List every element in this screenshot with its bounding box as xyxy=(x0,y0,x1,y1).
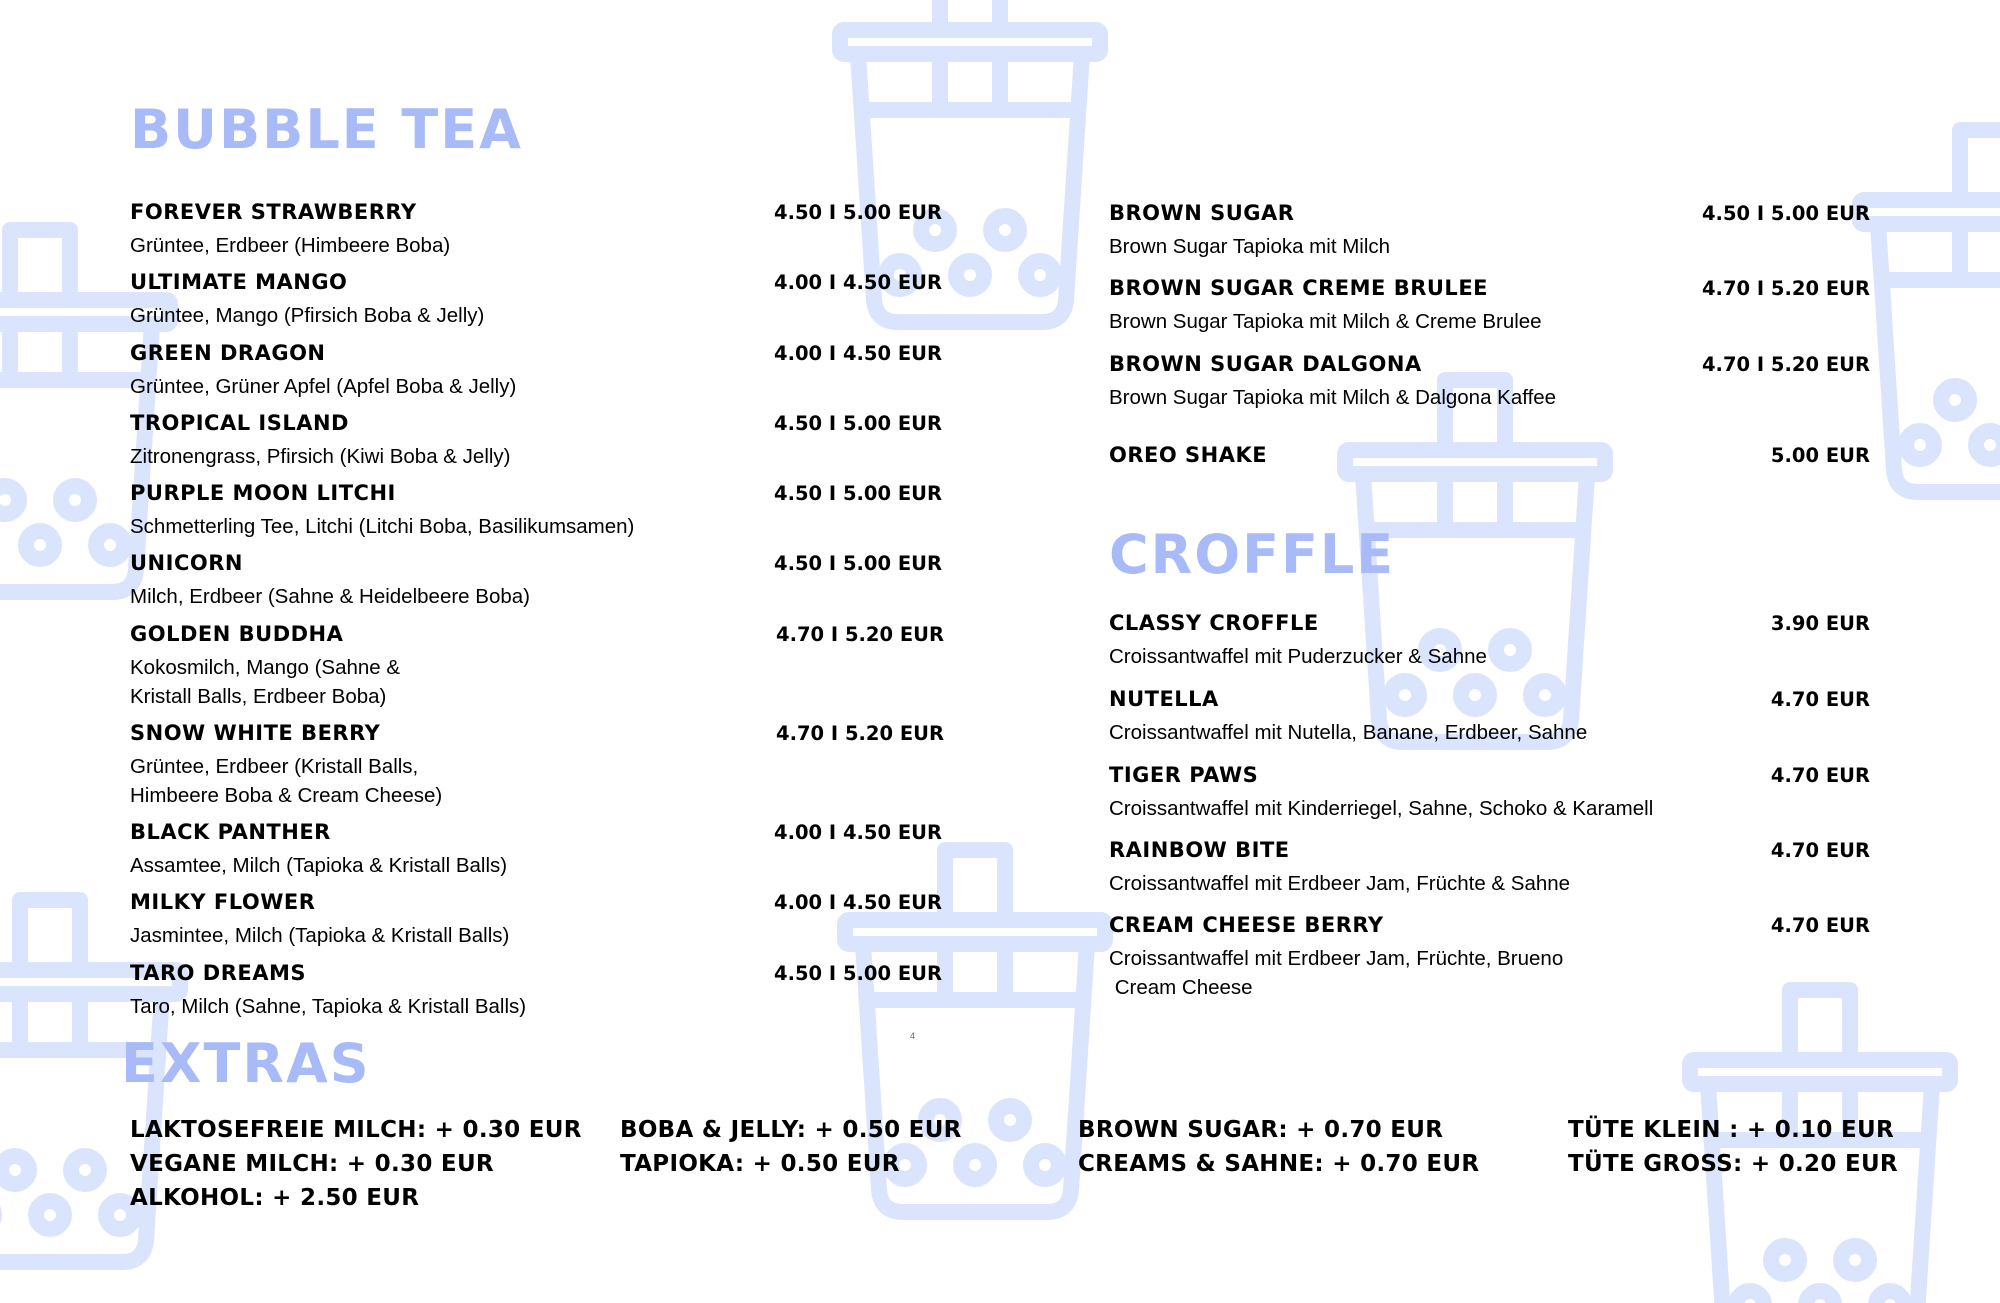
menu-item xyxy=(130,890,509,950)
description-line: Kokosmilch, Mango (Sahne & xyxy=(130,656,401,679)
menu-item xyxy=(130,551,530,611)
item-name: PURPLE MOON LITCHI xyxy=(130,481,396,505)
bubble-tea-heading: BUBBLE TEA xyxy=(130,98,523,161)
extras-column xyxy=(1568,1113,1898,1181)
item-price: 4.70 I 5.20 EUR xyxy=(776,623,945,646)
item-description: Croissantwaffel mit Puderzucker & Sahne xyxy=(1109,645,1487,668)
item-name: OREO SHAKE xyxy=(1109,443,1268,467)
menu-item xyxy=(130,200,450,260)
extra-item: CREAMS & SAHNE: + 0.70 EUR xyxy=(1078,1151,1480,1177)
item-price: 4.50 I 5.00 EUR xyxy=(774,482,943,505)
item-name: TROPICAL ISLAND xyxy=(130,411,349,435)
item-description: Schmetterling Tee, Litchi (Litchi Boba, Basilikumsamen) xyxy=(130,515,635,538)
item-price: 3.90 EUR xyxy=(1770,612,1870,635)
item-description: Brown Sugar Tapioka mit Milch xyxy=(1109,235,1391,258)
menu-item xyxy=(1109,763,1653,823)
extras-column xyxy=(130,1113,582,1215)
item-name: GREEN DRAGON xyxy=(130,341,326,365)
item-description xyxy=(1109,944,1563,1002)
item-name: ULTIMATE MANGO xyxy=(130,270,348,294)
item-description: Croissantwaffel mit Nutella, Banane, Erdbeer, Sahne xyxy=(1109,721,1588,744)
item-description: Grüntee, Grüner Apfel (Apfel Boba & Jelly) xyxy=(130,375,517,398)
description-line: Croissantwaffel mit Erdbeer Jam, Früchte, Brueno xyxy=(1109,947,1564,970)
menu-item xyxy=(1109,611,1487,671)
item-description: Brown Sugar Tapioka mit Milch & Creme Brulee xyxy=(1109,310,1542,333)
croffle-heading: CROFFLE xyxy=(1109,523,1396,586)
menu-item xyxy=(1109,687,1587,747)
item-name: BLACK PANTHER xyxy=(130,820,331,844)
menu-item xyxy=(130,411,511,471)
description-line: Himbeere Boba & Cream Cheese) xyxy=(130,784,443,807)
item-description: Taro, Milch (Sahne, Tapioka & Kristall Balls) xyxy=(130,995,527,1018)
extras-column xyxy=(1078,1113,1479,1181)
item-description: Brown Sugar Tapioka mit Milch & Dalgona Kaffee xyxy=(1109,386,1557,409)
item-name: MILKY FLOWER xyxy=(130,890,316,914)
item-name: FOREVER STRAWBERRY xyxy=(130,200,417,224)
menu-item xyxy=(130,622,400,711)
item-description xyxy=(130,752,442,810)
item-description: Milch, Erdbeer (Sahne & Heidelbeere Boba) xyxy=(130,585,530,608)
item-name: TARO DREAMS xyxy=(130,961,307,985)
item-price: 5.00 EUR xyxy=(1770,444,1870,467)
item-price: 4.00 I 4.50 EUR xyxy=(774,891,943,914)
extra-item: BROWN SUGAR: + 0.70 EUR xyxy=(1078,1117,1444,1143)
menu-item xyxy=(1109,443,1267,467)
item-name: BROWN SUGAR xyxy=(1109,201,1295,225)
item-price: 4.50 I 5.00 EUR xyxy=(1701,202,1870,225)
item-price: 4.00 I 4.50 EUR xyxy=(774,271,943,294)
item-description: Croissantwaffel mit Kinderriegel, Sahne, Schoko & Karamell xyxy=(1109,797,1654,820)
item-price: 4.70 I 5.20 EUR xyxy=(1701,277,1870,300)
item-name: UNICORN xyxy=(130,551,243,575)
item-description: Croissantwaffel mit Erdbeer Jam, Früchte & Sahne xyxy=(1109,872,1571,895)
extra-item: TÜTE KLEIN : + 0.10 EUR xyxy=(1568,1117,1895,1143)
item-price: 4.70 I 5.20 EUR xyxy=(1701,353,1870,376)
menu-item xyxy=(1109,276,1542,336)
item-name: CREAM CHEESE BERRY xyxy=(1109,913,1384,937)
description-line: Cream Cheese xyxy=(1109,976,1253,999)
menu-item xyxy=(130,341,516,401)
item-price: 4.50 I 5.00 EUR xyxy=(774,412,943,435)
extra-item: TAPIOKA: + 0.50 EUR xyxy=(620,1151,900,1177)
extra-item: ALKOHOL: + 2.50 EUR xyxy=(130,1185,420,1211)
menu-item xyxy=(130,270,484,330)
item-description: Zitronengrass, Pfirsich (Kiwi Boba & Jelly) xyxy=(130,445,511,468)
item-name: RAINBOW BITE xyxy=(1109,838,1290,862)
extra-item: BOBA & JELLY: + 0.50 EUR xyxy=(620,1117,962,1143)
extra-item: VEGANE MILCH: + 0.30 EUR xyxy=(130,1151,494,1177)
item-description: Jasmintee, Milch (Tapioka & Kristall Balls) xyxy=(130,924,510,947)
item-description: Assamtee, Milch (Tapioka & Kristall Balls) xyxy=(130,854,508,877)
item-price: 4.50 I 5.00 EUR xyxy=(774,962,943,985)
menu-item xyxy=(1109,913,1563,1002)
item-price: 4.70 EUR xyxy=(1770,688,1870,711)
item-price: 4.70 EUR xyxy=(1770,839,1870,862)
description-line: Grüntee, Erdbeer (Kristall Balls, xyxy=(130,755,419,778)
item-description: Grüntee, Mango (Pfirsich Boba & Jelly) xyxy=(130,304,485,327)
menu-item xyxy=(130,820,507,880)
extra-item: LAKTOSEFREIE MILCH: + 0.30 EUR xyxy=(130,1117,582,1143)
menu-item xyxy=(130,961,526,1021)
menu-item xyxy=(130,721,442,810)
item-price: 4.70 EUR xyxy=(1770,914,1870,937)
item-name: SNOW WHITE BERRY xyxy=(130,721,381,745)
page-number: 4 xyxy=(910,1031,916,1041)
extras-column xyxy=(620,1113,962,1181)
item-price: 4.70 EUR xyxy=(1770,764,1870,787)
extra-item: TÜTE GROSS: + 0.20 EUR xyxy=(1568,1151,1898,1177)
item-name: CLASSY CROFFLE xyxy=(1109,611,1319,635)
menu-item xyxy=(1109,201,1390,261)
item-name: BROWN SUGAR CREME BRULEE xyxy=(1109,276,1489,300)
menu-item xyxy=(130,481,634,541)
extras-heading: EXTRAS xyxy=(121,1032,371,1095)
description-line: Kristall Balls, Erdbeer Boba) xyxy=(130,685,387,708)
item-name: TIGER PAWS xyxy=(1109,763,1259,787)
menu-item xyxy=(1109,838,1570,898)
item-description xyxy=(130,653,400,711)
item-price: 4.70 I 5.20 EUR xyxy=(776,722,945,745)
item-name: BROWN SUGAR DALGONA xyxy=(1109,352,1422,376)
item-price: 4.00 I 4.50 EUR xyxy=(774,342,943,365)
item-price: 4.00 I 4.50 EUR xyxy=(774,821,943,844)
item-name: NUTELLA xyxy=(1109,687,1219,711)
item-description: Grüntee, Erdbeer (Himbeere Boba) xyxy=(130,234,451,257)
item-price: 4.50 I 5.00 EUR xyxy=(774,552,943,575)
menu-item xyxy=(1109,352,1556,412)
item-price: 4.50 I 5.00 EUR xyxy=(774,201,943,224)
item-name: GOLDEN BUDDHA xyxy=(130,622,344,646)
